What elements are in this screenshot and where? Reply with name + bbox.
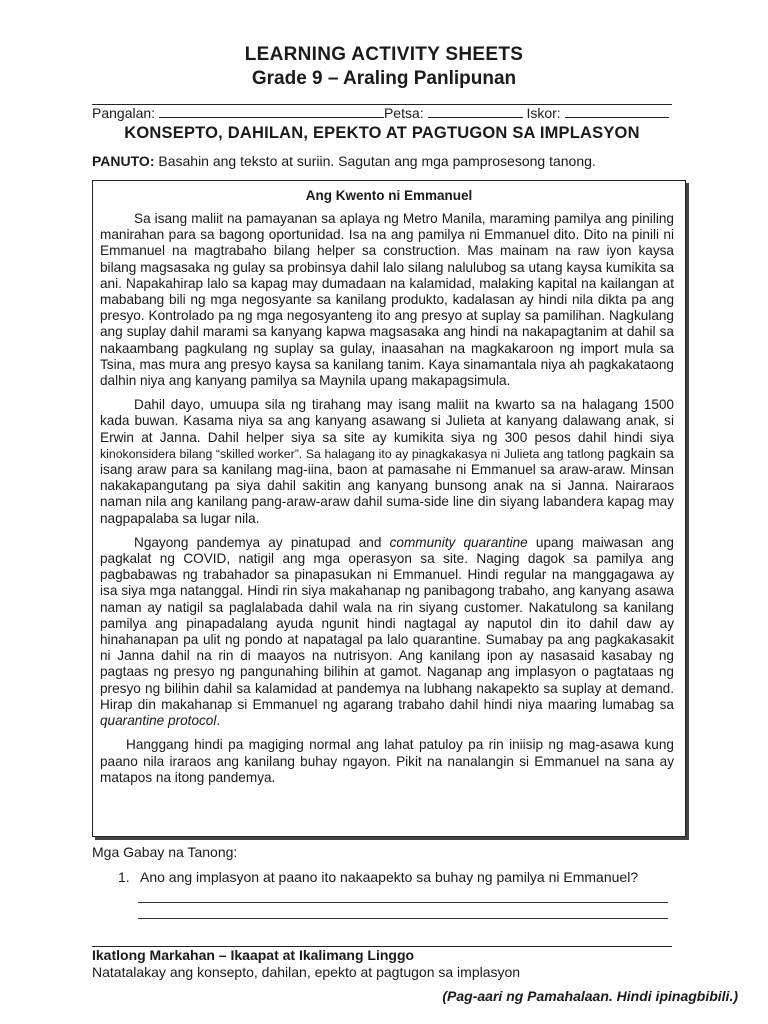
guide-questions-label: Mga Gabay na Tanong: xyxy=(92,844,238,860)
instructions xyxy=(92,153,692,169)
story-box xyxy=(92,180,686,837)
story-p3-italic-protocol: quarantine protocol xyxy=(100,713,217,729)
question-1-text: Ano ang implasyon at paano ito nakaapekto sa buhay ng pamilya ni Emmanuel? xyxy=(140,869,639,885)
name-blank[interactable] xyxy=(159,105,384,118)
story-p2-part-b: kinokonsidera bilang “skilled worker”. Sa halagang ito ay pinagkakasya ni Julieta ang tatlong xyxy=(100,446,605,461)
date-label: Petsa: xyxy=(383,105,424,121)
question-1-number: 1. xyxy=(118,869,130,885)
story-paragraph-4: Hanggang hindi pa magiging normal ang lahat patuloy pa rin iniisip ng mag-asawa kung paano nila iraraos ang kanilang buhay ngayon. Pikit na nanalangin si Emmanuel na sana ay matapos na itong pandemya. xyxy=(100,737,674,785)
student-info-fields xyxy=(92,105,672,121)
sheet-subtitle: Grade 9 – Araling Panlipunan xyxy=(251,68,517,89)
answer-line-1[interactable] xyxy=(138,902,668,903)
question-1 xyxy=(118,869,638,885)
story-p3-part-a: Ngayong pandemya ay pinatupad and xyxy=(134,534,390,550)
score-blank[interactable] xyxy=(565,105,669,118)
story-body xyxy=(100,211,674,794)
story-paragraph-2 xyxy=(100,397,674,527)
story-p2-part-a: Dahil dayo, umuupa sila ng tirahang may isang maliit na kwarto sa na halagang 1500 kada buwan. Kasama niya sa ang kanyang asawang si Julieta at kanyang dalawang anak, si Erwin at Janna. Dahil helper siya sa site ay kumikita siya ng 300 pesos dahil hindi siya xyxy=(100,397,674,445)
story-title: Ang Kwento ni Emmanuel xyxy=(305,188,473,203)
score-label: Iskor: xyxy=(526,105,561,121)
instructions-text: Basahin ang teksto at suriin. Sagutan ang mga pamprosesong tanong. xyxy=(158,153,596,169)
story-p2-part-c: pagkain sa isang araw para sa kanilang mag-iina, baon at pamasahe ni Emmanuel sa araw-araw. Minsan nakakapangutang pa siya dahil sakitin ang kanyang bunsong anak na si Janna. Nairaraos naman nila ang kanilang pang-araw-araw dahil suma-side line din siyang labandera kapag may nagpapalaba sa lugar nila. xyxy=(100,445,674,526)
story-paragraph-1: Sa isang maliit na pamayanan sa aplaya ng Metro Manila, maraming pamilya ang piniling manirahan para sa bagong oportunidad. Isa na ang pamilya ni Emmanuel dito. Dito na pinili ni Emmanuel na magtrabaho bilang helper sa construction. Mas mainam na raw iyon kaysa bilang magsasaka ng gulay sa probinsya dahil lalo silang nalulubog sa utang kaysa kumikita sa ani. Napakahirap lalo sa kapag may dumadaan na kalamidad, malaking kapital na kailangan at mababang bili ng mga negosyante sa kanilang produkto, kadalasan ay hindi nila dikta pa ang presyo. Kontrolado pa ng mga negosyanteng ito ang presyo at suplay sa pamilihan. Nagkulang ang suplay dahil marami sa kanyang kapwa magsasaka ang hindi na nakapagtanim at dahil sa nakaambang pagkulang ng suplay sa gulay, inaasahan na magkakaroon ng import mula sa Tsina, mas mura ang presyo kaysa sa kanilang tanim. Kaya sinamantala niya ah pagkakataong dalhin niya ang kanyang pamilya sa Maynila upang makapagsimula. xyxy=(100,211,674,389)
name-label: Pangalan: xyxy=(92,105,156,121)
footer-ownership-note: (Pag-aari ng Pamahalaan. Hindi ipinagbibili.) xyxy=(442,988,738,1004)
story-paragraph-3 xyxy=(100,535,674,729)
story-p3-part-e: . xyxy=(216,713,221,729)
story-p3-part-c: upang maiwasan ang pagkalat ng COVID, natigil ang mga operasyon sa site. Naging dagok sa pamilya ang pagbabawas ng trabahador sa pinapasukan ni Emmanuel. Hindi regular na manggagawa ay isa siya mga natanggal. Hindi rin siya makahanap ng panibagong trabaho, ang kanyang asawa naman ay natigil sa paglalabada dahil wala na rin siyang customer. Nakatulong sa kanilang pamilya ang pinapadalang ayuda ngunit hindi nagtagal ay naputol din ito dahil daw ay hinahanapan pa ulit ng pondo at napatagal pa lalo quarantine. Sumabay pa ang pagkakasakit ni Janna dahil na rin di maayos na nutrisyon. Ang kanilang ipon ay nasasaid kasabay ng pagtaas ng presyo ng pangunahing bilihin at gamot. Naganap ang implasyon o pagtataas ng presyo ng bilihin dahil sa kalamidad at pandemya na lubhang nakapekto sa suplay at demand. Hirap din makahanap si Emmanuel ng agarang trabaho dahil hindi niya maaring lumabag sa xyxy=(100,534,674,712)
answer-line-2[interactable] xyxy=(138,918,668,919)
footer-quarter: Ikatlong Markahan – Ikaapat at Ikalimang Linggo xyxy=(92,947,415,963)
date-blank[interactable] xyxy=(428,105,523,118)
story-p3-italic-term: community quarantine xyxy=(389,534,528,550)
instructions-label: PANUTO: xyxy=(92,153,155,169)
lesson-heading: KONSEPTO, DAHILAN, EPEKTO AT PAGTUGON SA IMPLASYON xyxy=(124,124,640,142)
footer-competency: Natatalakay ang konsepto, dahilan, epekto at pagtugon sa implasyon xyxy=(92,964,521,980)
sheet-title: LEARNING ACTIVITY SHEETS xyxy=(244,44,524,65)
